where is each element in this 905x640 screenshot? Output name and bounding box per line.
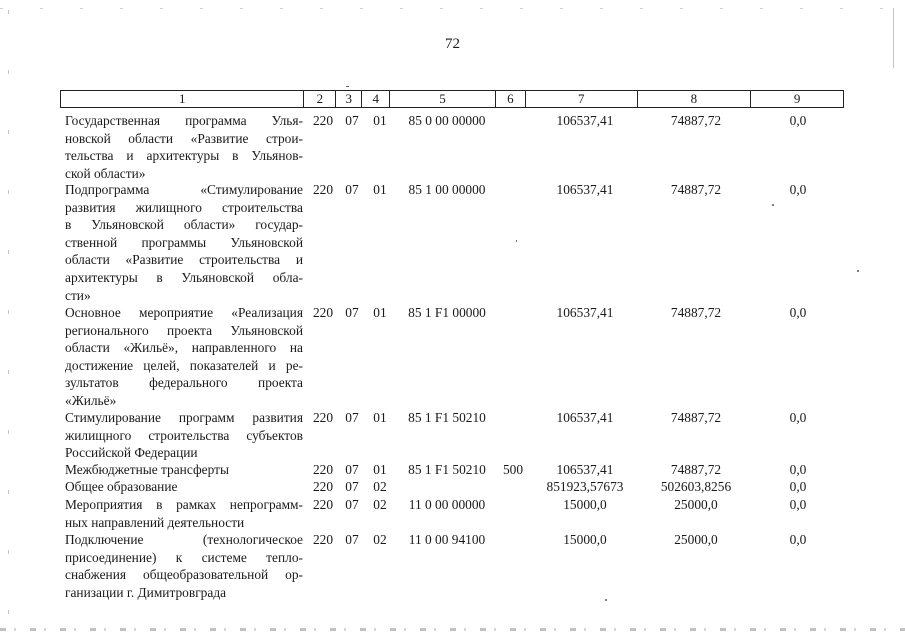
scan-edge-bottom: [0, 628, 905, 631]
row-code-section: 220: [312, 410, 334, 425]
row-code-subsection: 02: [373, 532, 387, 547]
row-amount-col8: 25000,0: [674, 532, 718, 547]
description-line: Общее образование: [65, 479, 178, 494]
row-description: [65, 112, 303, 182]
row-description: [65, 496, 303, 531]
column-header-4: 4: [362, 91, 390, 107]
row-code-target-article: 85 1 F1 50210: [408, 462, 486, 477]
row-amount-col7: 106537,41: [556, 182, 614, 197]
row-amount-col8: 25000,0: [674, 497, 718, 512]
scan-speck: [605, 599, 607, 601]
row-code-chapter: 07: [345, 410, 359, 425]
row-amount-col7: 106537,41: [556, 462, 614, 477]
row-amount-col7: 106537,41: [556, 113, 614, 128]
row-amount-col7: 851923,57673: [546, 479, 624, 494]
row-amount-col8: 74887,72: [670, 462, 722, 477]
column-header-1: 1: [61, 91, 304, 107]
description-line: Мероприятия в рамках непрограмм-: [65, 497, 303, 512]
scan-speck: [346, 86, 349, 87]
row-amount-col9: 0,0: [789, 113, 807, 128]
description-line: ственной программы Ульяновской: [65, 234, 303, 250]
row-code-subsection: 02: [373, 497, 387, 512]
row-code-section: 220: [312, 305, 334, 320]
row-amount-col7: 15000,0: [563, 532, 607, 547]
row-description: [65, 409, 303, 462]
row-code-target-article: 85 0 00 00000: [408, 113, 486, 128]
row-code-chapter: 07: [345, 182, 359, 197]
description-line: регионального проекта Ульяновской: [65, 322, 303, 338]
description-line: Основное мероприятие «Реализация: [65, 305, 303, 320]
row-code-subsection: 01: [373, 410, 387, 425]
row-code-section: 220: [312, 113, 334, 128]
row-code-chapter: 07: [345, 497, 359, 512]
description-line: тельства и архитектуры в Ульянов-: [65, 148, 303, 164]
column-header-7: 7: [526, 91, 638, 107]
row-code-chapter: 07: [345, 532, 359, 547]
description-line: ганизации г. Димитровграда: [65, 584, 227, 600]
row-amount-col7: 106537,41: [556, 410, 614, 425]
row-code-target-article: 11 0 00 00000: [408, 497, 486, 512]
row-description: [65, 181, 303, 304]
page-number: 72: [445, 36, 460, 52]
row-code-subsection: 01: [373, 182, 387, 197]
description-line: достижение целей, показателей и ре-: [65, 357, 303, 373]
description-line: зультатов федерального проекта: [65, 375, 303, 391]
description-line: Межбюджетные трансферты: [65, 462, 229, 477]
row-amount-col8: 74887,72: [670, 410, 722, 425]
description-line: в Ульяновской области» государ-: [65, 217, 303, 233]
column-header-6: 6: [496, 91, 526, 107]
row-code-expense-type: 500: [502, 462, 524, 477]
column-header-8: 8: [638, 91, 752, 107]
description-line: Российской Федерации: [65, 445, 198, 461]
row-code-section: 220: [312, 182, 334, 197]
description-line: области «Развитие строительства и: [65, 252, 303, 268]
description-line: Стимулирование программ развития: [65, 410, 303, 425]
column-header-3: 3: [336, 91, 362, 107]
description-line: жилищного строительства субъектов: [65, 427, 303, 443]
row-code-section: 220: [312, 532, 334, 547]
row-amount-col8: 74887,72: [670, 182, 722, 197]
row-code-target-article: 85 1 F1 00000: [408, 305, 486, 320]
row-code-subsection: 01: [373, 462, 387, 477]
row-code-chapter: 07: [345, 305, 359, 320]
row-description: [65, 531, 303, 601]
row-code-section: 220: [312, 462, 334, 477]
row-amount-col9: 0,0: [789, 497, 807, 512]
row-code-subsection: 01: [373, 113, 387, 128]
row-amount-col9: 0,0: [789, 532, 807, 547]
description-line: ных направлений деятельности: [65, 514, 245, 530]
row-code-section: 220: [312, 497, 334, 512]
row-code-target-article: 85 1 00 00000: [408, 182, 486, 197]
scan-edge-top: [0, 8, 905, 9]
row-amount-col8: 74887,72: [670, 113, 722, 128]
table-header-row: [60, 90, 844, 108]
scan-speck: [772, 204, 774, 206]
description-line: Государственная программа Улья-: [65, 113, 303, 128]
row-amount-col7: 15000,0: [563, 497, 607, 512]
column-header-5: 5: [390, 91, 496, 107]
row-description: [65, 478, 303, 496]
row-code-subsection: 02: [373, 479, 387, 494]
column-header-2: 2: [304, 91, 336, 107]
row-code-target-article: 85 1 F1 50210: [408, 410, 486, 425]
row-code-chapter: 07: [345, 113, 359, 128]
row-amount-col8: 74887,72: [670, 305, 722, 320]
row-code-chapter: 07: [345, 479, 359, 494]
column-header-9: 9: [793, 91, 801, 106]
row-amount-col9: 0,0: [789, 182, 807, 197]
row-amount-col9: 0,0: [789, 462, 807, 477]
row-code-section: 220: [312, 479, 334, 494]
scan-speck: [857, 270, 859, 272]
row-amount-col8: 502603,8256: [660, 479, 732, 494]
description-line: ской области»: [65, 165, 146, 181]
row-amount-col9: 0,0: [789, 305, 807, 320]
row-code-subsection: 01: [373, 305, 387, 320]
description-line: «Жильё»: [65, 392, 117, 408]
row-code-target-article: 11 0 00 94100: [408, 532, 486, 547]
scan-speck: [516, 240, 517, 242]
description-line: новской области «Развитие строи-: [65, 130, 303, 146]
description-line: снабжения общеобразовательной ор-: [65, 567, 303, 583]
description-line: архитектуры в Ульяновской обла-: [65, 269, 303, 285]
row-amount-col7: 106537,41: [556, 305, 614, 320]
description-line: Подключение (технологическое: [65, 532, 303, 547]
row-amount-col9: 0,0: [789, 410, 807, 425]
description-line: Подпрограмма «Стимулирование: [65, 182, 303, 197]
row-description: [65, 304, 303, 410]
scan-edge-left: [8, 10, 9, 630]
description-line: развития жилищного строительства: [65, 199, 303, 215]
row-description: [65, 461, 303, 479]
row-amount-col9: 0,0: [789, 479, 807, 494]
description-line: области «Жильё», направленного на: [65, 340, 303, 356]
description-line: сти»: [65, 287, 91, 303]
row-code-chapter: 07: [345, 462, 359, 477]
description-line: присоединение) к системе тепло-: [65, 549, 303, 565]
